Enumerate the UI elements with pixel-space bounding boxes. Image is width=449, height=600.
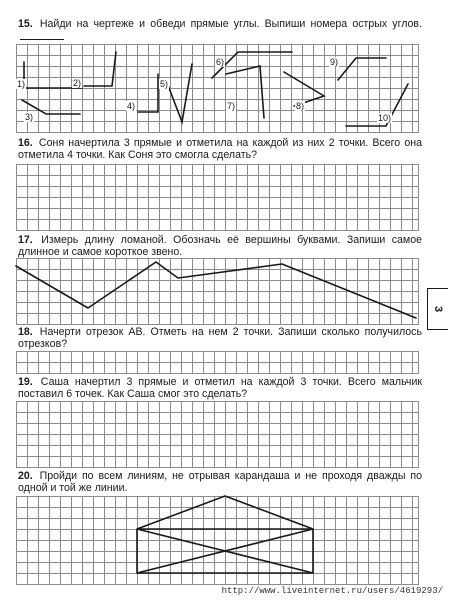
watermark-url: http://www.liveinternet.ru/users/4619293/ [221,586,443,596]
angle-label-10: 10) [378,113,392,123]
task-instruction: Пройди по всем линиям, не отрывая карандаша и не проходя дважды по одной и той же линии. [18,470,423,495]
envelope-roof [137,496,313,529]
angle-label-8: 8) [296,101,305,111]
polyline-drawing [16,258,418,324]
task-instruction: Найди на чертеже и обведи прямые углы. Выпиши номера острых углов. [39,18,422,30]
angle-2 [84,52,116,86]
task-16-text [18,137,422,162]
angle-5 [166,64,192,122]
task-instruction: Соня начертила 3 прямые и отметила на каждой из них 2 точки. Всего она отметила 4 точки. Как Соня это смогла сделать? [18,137,422,162]
task-instruction: Начерти отрезок АВ. Отметь на нем 2 точки. Запиши сколько получилось отрезков? [18,326,422,351]
angle-label-4: 4) [127,101,136,111]
task-18-grid[interactable] [16,351,419,374]
angle-label-3: 3) [25,112,34,122]
task-instruction: Измерь длину ломаной. Обозначь её вершины буквами. Запиши самое длинное и самое короткое звено. [18,234,422,259]
angle-label-1: 1) [17,79,26,89]
task-16-grid[interactable] [16,164,419,231]
task-15-text [18,18,422,44]
angles-grid [16,44,419,133]
polyline-grid [16,258,419,325]
page-side-tab [427,288,448,330]
answer-blank[interactable] [20,30,64,40]
task-instruction: Саша начертил 3 прямые и отметил на каждой 3 точки. Всего мальчик поставил 6 точек. Как Саша смог это сделать? [18,376,422,401]
side-tab-number: 3 [432,305,444,313]
angle-label-5: 5) [160,79,169,89]
task-number: 16. [18,137,33,149]
task-number: 15. [18,18,33,30]
task-17-text [18,234,422,259]
angle-label-9: 9) [330,57,339,67]
angle-label-6: 6) [216,57,225,67]
angle-label-7: 7) [227,101,236,111]
envelope-figure[interactable] [16,496,418,584]
task-number: 18. [18,326,33,338]
task-number: 19. [18,376,33,388]
angle-4 [138,74,158,112]
angle-label-2: 2) [73,78,82,88]
task-19-text [18,376,422,401]
task-number: 20. [18,470,33,482]
angle-9 [338,58,386,80]
task-18-text [18,326,422,351]
envelope-grid [16,496,419,585]
task-number: 17. [18,234,33,246]
task-20-text [18,470,422,495]
broken-line [16,262,416,318]
task-19-grid[interactable] [16,401,419,468]
